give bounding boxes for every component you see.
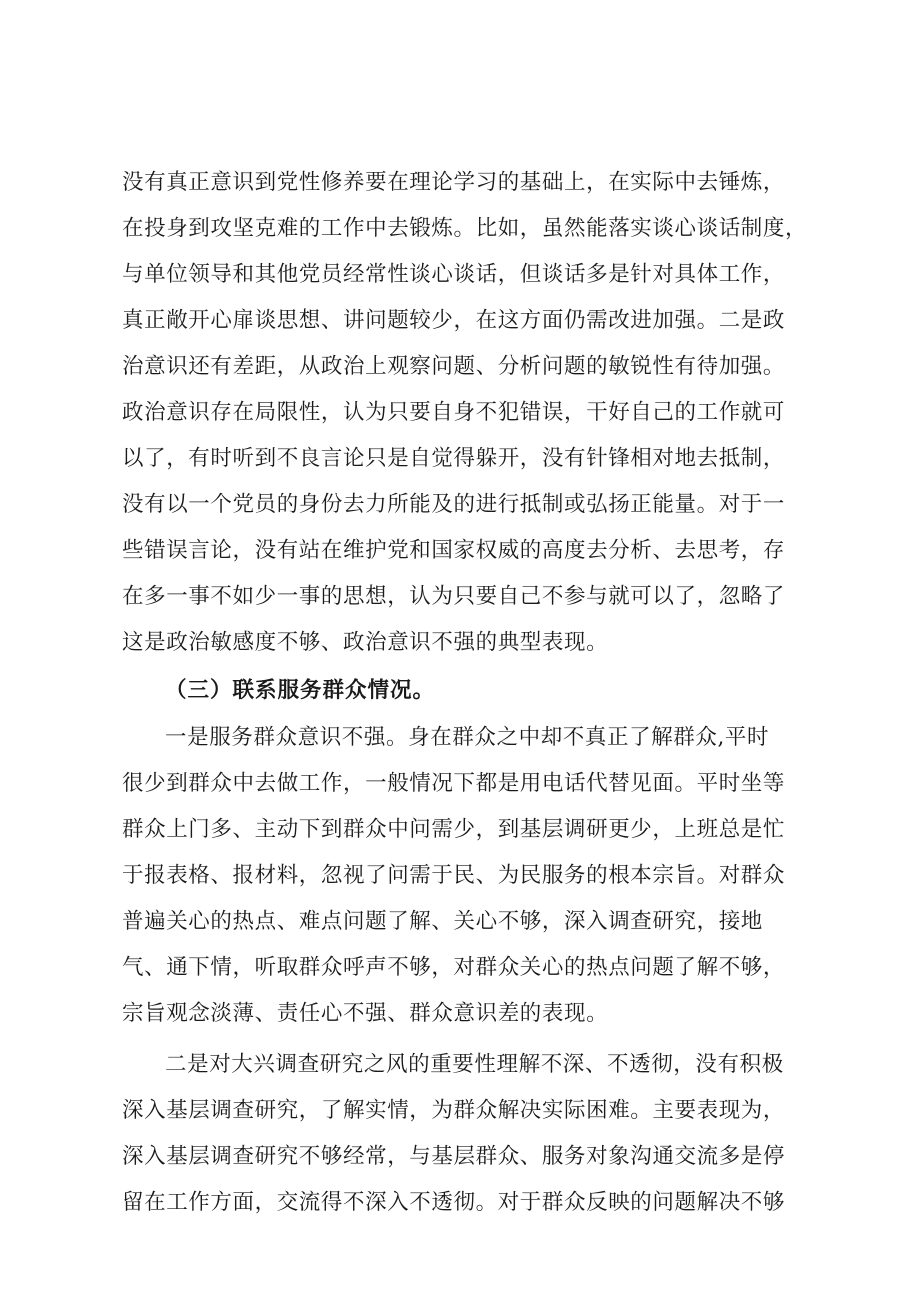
text-line: 一是服务群众意识不强。身在群众之中却不真正了解群众,平时: [165, 725, 770, 750]
text-line: 留在工作方面，交流得不深入不透彻。对于群众反映的问题解决不够: [122, 1190, 786, 1215]
text-line: 群众上门多、主动下到群众中问需少，到基层调研更少，上班总是忙: [122, 817, 786, 842]
text-line: 宗旨观念淡薄、责任心不强、群众意识差的表现。: [122, 1001, 609, 1026]
text-line: 没有真正意识到党性修养要在理论学习的基础上，在实际中去锤炼，: [122, 170, 786, 195]
text-line: 深入基层调查研究不够经常，与基层群众、服务对象沟通交流多是停: [122, 1144, 786, 1169]
text-line: 在多一事不如少一事的思想，认为只要自己不参与就可以了，忽略了: [122, 584, 786, 609]
text-line: 普遍关心的热点、难点问题了解、关心不够，深入调查研究，接地: [122, 909, 763, 934]
text-line: 真正敞开心扉谈思想、讲问题较少，在这方面仍需改进加强。二是政: [122, 308, 786, 333]
text-line: 在投身到攻坚克难的工作中去锻炼。比如，虽然能落实谈心谈话制度，: [122, 216, 808, 241]
section-heading: （三）联系服务群众情况。: [165, 678, 436, 703]
text-line: 没有以一个党员的身份去力所能及的进行抵制或弘扬正能量。对于一: [122, 492, 786, 517]
text-line: 于报表格、报材料，忽视了问需于民、为民服务的根本宗旨。对群众: [122, 863, 786, 888]
text-line: 治意识还有差距，从政治上观察问题、分析问题的敏锐性有待加强。: [122, 354, 786, 379]
text-line: 深入基层调查研究，了解实情，为群众解决实际困难。主要表现为，: [122, 1098, 786, 1123]
text-line: 很少到群众中去做工作，一般情况下都是用电话代替见面。平时坐等: [122, 771, 786, 796]
text-line: 些错误言论，没有站在维护党和国家权威的高度去分析、去思考，存: [122, 538, 786, 563]
text-line: 政治意识存在局限性，认为只要自身不犯错误，干好自己的工作就可: [122, 400, 786, 425]
text-line: 与单位领导和其他党员经常性谈心谈话，但谈话多是针对具体工作，: [122, 262, 786, 287]
text-line: 二是对大兴调查研究之风的重要性理解不深、不透彻，没有积极: [165, 1052, 784, 1077]
text-line: 气、通下情，听取群众呼声不够，对群众关心的热点问题了解不够，: [122, 955, 786, 980]
text-line: 这是政治敏感度不够、政治意识不强的典型表现。: [122, 630, 609, 655]
text-line: 以了，有时听到不良言论只是自觉得躲开，没有针锋相对地去抵制，: [122, 446, 786, 471]
